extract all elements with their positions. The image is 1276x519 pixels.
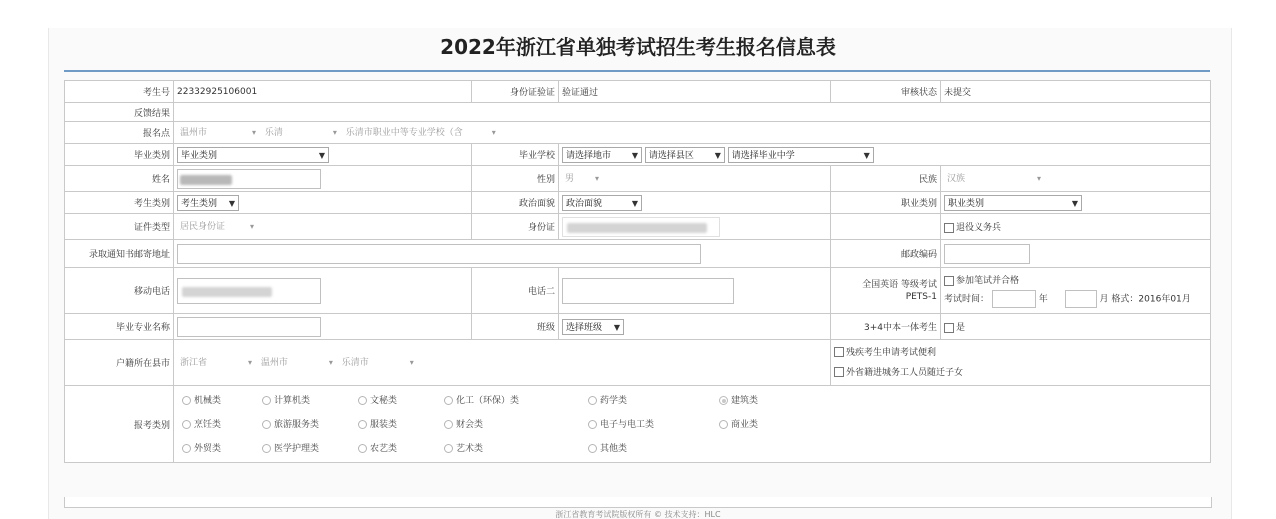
school-county-select[interactable]: 请选择县区 ▼ [645,147,725,163]
category-option[interactable] [358,393,397,406]
category-option[interactable] [262,393,310,406]
id-card-cell [559,214,831,240]
feedback-value [174,103,1211,122]
category-label: 商业类 [731,420,759,430]
political-label: 政治面貌 [472,192,559,214]
political-select[interactable]: 政治面貌 ▼ [562,195,642,211]
category-radio[interactable] [182,420,191,429]
mobile-cell [174,268,472,314]
category-radio[interactable] [262,420,271,429]
format-hint: 格式：2016年01月 [1111,294,1191,305]
migrant-label: 外省籍进城务工人员随迁子女 [846,367,964,378]
redacted-id-card [567,223,707,233]
mail-addr-input[interactable] [177,244,701,264]
registration-form [64,80,1211,463]
id-type-cell [174,214,472,240]
three-four-checkbox[interactable] [944,323,954,333]
category-radio[interactable] [588,444,597,453]
category-label: 外贸类 [194,444,222,454]
category-option[interactable] [719,393,758,406]
pets-year-input[interactable] [992,290,1036,308]
three-four-cell [941,314,1211,340]
political-cell [559,192,831,214]
occupation-label: 职业类别 [831,192,941,214]
class-label: 班级 [472,314,559,340]
id-type-select: 居民身份证 ▾ [180,221,254,232]
category-radio[interactable] [182,444,191,453]
category-option[interactable] [262,417,319,430]
occupation-select[interactable]: 职业类别 ▼ [944,195,1082,211]
category-option[interactable] [358,417,397,430]
disabled-label: 残疾考生申请考试便利 [846,347,937,358]
name-input[interactable] [177,169,321,189]
ethnicity-cell [941,166,1211,192]
occupation-cell [941,192,1211,214]
category-label: 其他类 [600,444,628,454]
postcode-label: 邮政编码 [831,240,941,268]
major-input[interactable] [177,317,321,337]
category-label: 化工（环保）类 [456,396,520,406]
hukou-cell [174,340,831,386]
category-label: 艺术类 [456,444,484,454]
mobile-label: 移动电话 [65,268,174,314]
category-label: 农艺类 [370,444,398,454]
major-label: 毕业专业名称 [65,314,174,340]
footer-copyright: 浙江省教育考试院版权所有 © 技术支持：HLC [555,510,721,519]
category-label: 电子与电工类 [600,420,655,430]
category-radio[interactable] [588,420,597,429]
reg-county-select: 乐清 ▾ [264,127,337,138]
category-label: 药学类 [600,396,628,406]
category-label: 医学护理类 [274,444,320,454]
three-four-option: 是 [956,323,966,333]
pets-label: 全国英语 等级考试 PETS-1 [831,268,941,314]
category-radio[interactable] [444,444,453,453]
category-label: 旅游服务类 [274,420,320,430]
category-radio[interactable] [588,396,597,405]
name-label: 姓名 [65,166,174,192]
pets-cell [941,268,1211,314]
category-label: 服装类 [370,420,398,430]
major-cell [174,314,472,340]
hukou-label: 户籍所在县市 [65,340,174,386]
category-option[interactable] [588,441,627,454]
category-option[interactable] [588,393,627,406]
gender-label: 性别 [472,166,559,192]
disabled-row [834,343,1207,363]
veteran-checkbox[interactable] [944,223,954,233]
hukou-prov-select: 浙江省 ▾ [180,357,252,368]
category-label: 机械类 [194,396,222,406]
category-label: 文秘类 [370,396,398,406]
category-radio[interactable] [719,420,728,429]
apply-cat-label: 报考类别 [65,386,174,463]
feedback-label: 反馈结果 [65,103,174,122]
category-option[interactable] [182,441,221,454]
id-verify-value: 验证通过 [559,81,831,103]
page-title: 2022年浙江省单独考试招生考生报名信息表 [440,35,836,59]
mobile-input[interactable] [177,278,321,304]
candidate-type-cell [174,192,472,214]
category-option[interactable] [444,393,519,406]
veteran-spacer [831,214,941,240]
category-radio[interactable] [719,396,728,405]
month-label: 月 [1099,294,1109,305]
postcode-input[interactable] [944,244,1030,264]
category-option[interactable] [182,393,221,406]
id-type-label: 证件类型 [65,214,174,240]
category-label: 烹饪类 [194,420,222,430]
category-option[interactable] [182,417,221,430]
reg-point-label: 报名点 [65,122,174,144]
category-radio[interactable] [262,396,271,405]
category-option[interactable] [719,417,758,430]
class-cell [559,314,831,340]
candidate-type-select[interactable]: 考生类别 ▼ [177,195,239,211]
category-radio[interactable] [358,396,367,405]
category-label: 财会类 [456,420,484,430]
exam-no-value: 22332925106001 [174,81,472,103]
mail-addr-label: 录取通知书邮寄地址 [65,240,174,268]
category-option[interactable] [444,417,483,430]
pets-time-row [944,290,1207,309]
postcode-cell [941,240,1211,268]
special-cell [831,340,1211,386]
reg-city-select: 温州市 ▾ [180,127,256,138]
category-option[interactable] [358,441,397,454]
category-option[interactable] [444,441,483,454]
grad-school-label: 毕业学校 [472,144,559,166]
category-radio[interactable] [444,396,453,405]
reg-school-select: 乐清市职业中等专业学校（含 ▾ [345,127,496,138]
redacted-name [180,175,232,185]
review-status-label: 审核状态 [831,81,941,103]
category-radio[interactable] [444,420,453,429]
category-label: 计算机类 [274,396,311,406]
category-grid [174,386,1210,462]
mail-addr-cell [174,240,831,268]
category-radio[interactable] [262,444,271,453]
hukou-city-select: 温州市 ▾ [260,357,333,368]
gender-cell [559,166,831,192]
id-card-input[interactable] [562,217,720,237]
category-option[interactable] [588,417,654,430]
review-status-value: 未提交 [941,81,1211,103]
reg-point-cell [174,122,1211,144]
form-bottom-row [64,497,1212,508]
category-radio[interactable] [182,396,191,405]
exam-no-label: 考生号 [65,81,174,103]
year-label: 年 [1038,294,1048,305]
disabled-checkbox[interactable] [834,347,844,357]
candidate-type-label: 考生类别 [65,192,174,214]
phone2-cell [559,268,831,314]
hukou-county-select: 乐清市 ▾ [341,357,414,368]
title-divider [64,70,1210,72]
class-select[interactable]: 选择班级 ▼ [562,319,624,335]
grad-type-label: 毕业类别 [65,144,174,166]
redacted-mobile [182,287,272,297]
gender-select: 男 ▾ [565,173,599,184]
category-option[interactable] [262,441,319,454]
veteran-label: 退役义务兵 [956,223,1002,233]
three-four-label: 3+4中本一体考生 [831,314,941,340]
phone2-label: 电话二 [472,268,559,314]
name-cell [174,166,472,192]
grad-type-select[interactable]: 毕业类别 ▼ [177,147,329,163]
apply-cat-cell [174,386,1211,463]
school-middle-select[interactable]: 请选择毕业中学 ▼ [728,147,874,163]
category-radio[interactable] [358,420,367,429]
phone2-input[interactable] [562,278,734,304]
category-label: 建筑类 [731,396,759,406]
grad-school-cell [559,144,1211,166]
school-city-select[interactable]: 请选择地市 ▼ [562,147,642,163]
pets-time-label: 考试时间： [944,294,990,305]
pets-month-input[interactable] [1065,290,1097,308]
pets-join-row [944,272,1207,290]
category-radio[interactable] [358,444,367,453]
pets-join-checkbox[interactable] [944,276,954,286]
ethnicity-label: 民族 [831,166,941,192]
pets-join-label: 参加笔试并合格 [956,276,1020,287]
migrant-checkbox[interactable] [834,367,844,377]
id-card-label: 身份证 [472,214,559,240]
veteran-cell [941,214,1211,240]
ethnicity-select: 汉族 ▾ [947,173,1041,184]
grad-type-cell [174,144,472,166]
migrant-row [834,363,1207,383]
id-verify-label: 身份证验证 [472,81,559,103]
